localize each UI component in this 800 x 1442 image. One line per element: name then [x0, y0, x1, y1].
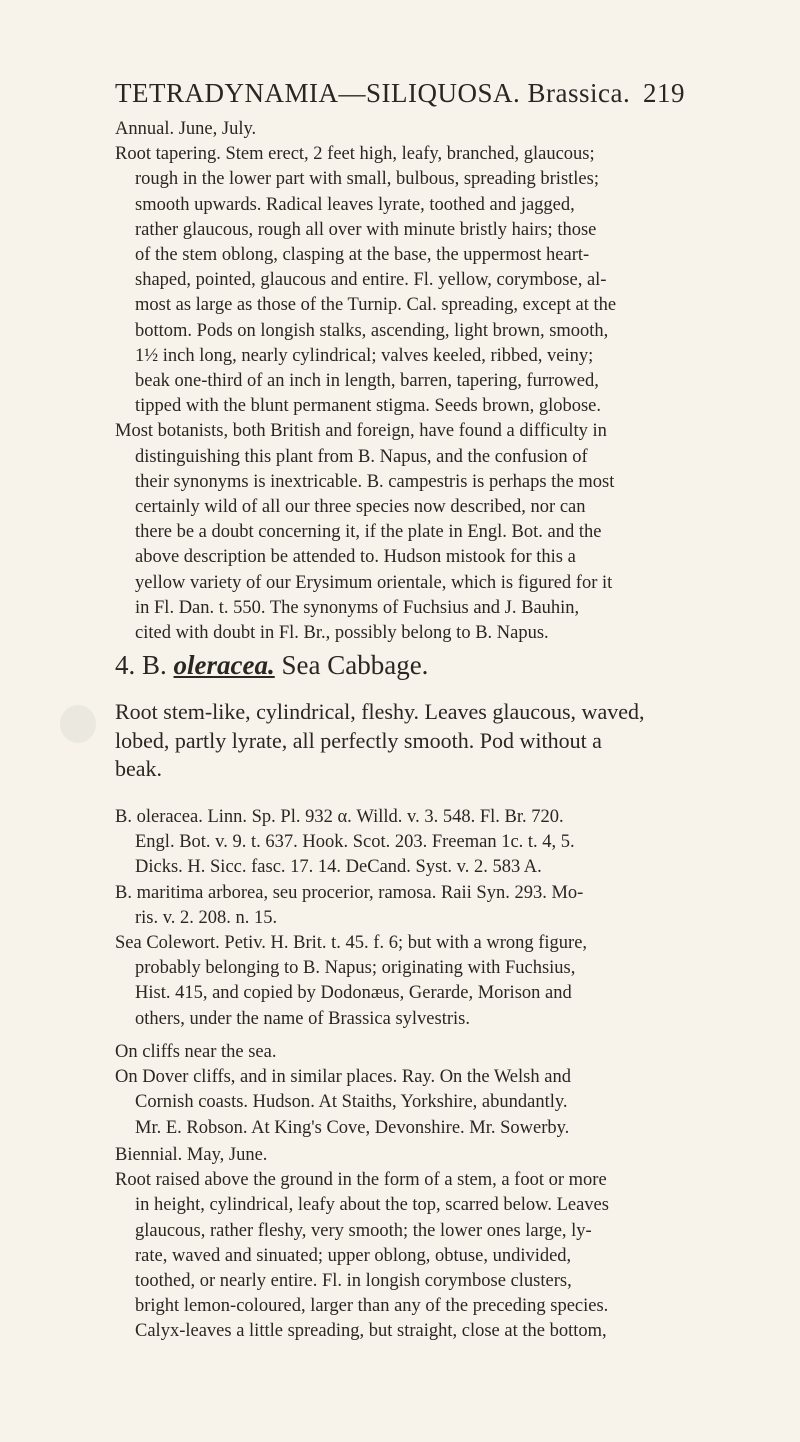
- habitat-block: [115, 1040, 685, 1141]
- diagnosis-line: lobed, partly lyrate, all perfectly smooth. Pod without a: [115, 727, 602, 753]
- habitat-line: Cornish coasts. Hudson. At Staiths, Yorkshire, abundantly.: [135, 1092, 568, 1113]
- description-line: Root raised above the ground in the form of a stem, a foot or more: [115, 1170, 607, 1191]
- campestris-description: [115, 117, 685, 646]
- synonym-line: others, under the name of Brassica sylvestris.: [135, 1008, 470, 1029]
- synonym-line: B. maritima arborea, seu procerior, ramosa. Raii Syn. 293. Mo-: [115, 882, 584, 903]
- text-line: there be a doubt concerning it, if the plate in Engl. Bot. and the: [135, 522, 602, 543]
- text-line: shaped, pointed, glaucous and entire. Fl. yellow, corymbose, al-: [135, 270, 607, 291]
- running-header: [115, 78, 685, 109]
- page-number: 219: [643, 78, 685, 108]
- description-line: toothed, or nearly entire. Fl. in longish corymbose clusters,: [135, 1271, 572, 1292]
- synonym-line: B. oleracea. Linn. Sp. Pl. 932 α. Willd. v. 3. 548. Fl. Br. 720.: [115, 807, 564, 827]
- synonym-line: probably belonging to B. Napus; originating with Fuchsius,: [135, 958, 576, 979]
- synonym-line: Dicks. H. Sicc. fasc. 17. 14. DeCand. Syst. v. 2. 583 A.: [135, 857, 542, 878]
- diagnosis-line: Root stem-like, cylindrical, fleshy. Leaves glaucous, waved,: [115, 699, 645, 724]
- text-line: of the stem oblong, clasping at the base, the uppermost heart-: [135, 245, 590, 266]
- habitat-line: Mr. E. Robson. At King's Cove, Devonshire. Mr. Sowerby.: [135, 1117, 570, 1138]
- text-line: Most botanists, both British and foreign, have found a difficulty in: [115, 421, 607, 442]
- species-common-name: Sea Cabbage.: [281, 650, 429, 680]
- text-line: rather glaucous, rough all over with minute bristly hairs; those: [135, 219, 597, 240]
- synonym-line: Sea Colewort. Petiv. H. Brit. t. 45. f. 6; but with a wrong figure,: [115, 933, 588, 954]
- species-heading: [115, 650, 685, 681]
- text-line: most as large as those of the Turnip. Cal. spreading, except at the: [135, 295, 617, 316]
- text-line: distinguishing this plant from B. Napus, and the confusion of: [135, 446, 588, 467]
- description-line: bright lemon-coloured, larger than any of the preceding species.: [135, 1296, 609, 1317]
- paper-stain: [60, 705, 96, 743]
- text-line: in Fl. Dan. t. 550. The synonyms of Fuchsius and J. Bauhin,: [135, 597, 580, 618]
- text-line: certainly wild of all our three species now described, nor can: [135, 497, 586, 518]
- text-line: smooth upwards. Radical leaves lyrate, toothed and jagged,: [135, 194, 575, 215]
- species-number: 4. B.: [115, 650, 167, 680]
- species-diagnosis: [115, 698, 685, 784]
- description-line: rate, waved and sinuated; upper oblong, obtuse, undivided,: [135, 1245, 572, 1266]
- text-line: Annual. June, July.: [115, 119, 257, 139]
- synonym-line: ris. v. 2. 208. n. 15.: [135, 907, 278, 928]
- text-line: Root tapering. Stem erect, 2 feet high, leafy, branched, glaucous;: [115, 144, 595, 165]
- text-line: yellow variety of our Erysimum orientale, which is figured for it: [135, 572, 613, 593]
- text-line: tipped with the blunt permanent stigma. Seeds brown, globose.: [135, 396, 602, 417]
- description-line: Biennial. May, June.: [115, 1145, 268, 1165]
- description-line: Calyx-leaves a little spreading, but straight, close at the bottom,: [135, 1321, 607, 1342]
- habitat-line: On cliffs near the sea.: [115, 1042, 277, 1062]
- synonym-line: Hist. 415, and copied by Dodonæus, Gerarde, Morison and: [135, 983, 572, 1004]
- text-line: 1½ inch long, nearly cylindrical; valves keeled, ribbed, veiny;: [135, 345, 594, 366]
- synonyms-block: [115, 805, 685, 1032]
- habitat-line: On Dover cliffs, and in similar places. Ray. On the Welsh and: [115, 1067, 571, 1088]
- diagnosis-line: beak.: [115, 756, 163, 781]
- description-line: in height, cylindrical, leafy about the top, scarred below. Leaves: [135, 1195, 609, 1216]
- oleracea-description: [115, 1143, 685, 1345]
- text-line: cited with doubt in Fl. Br., possibly belong to B. Napus.: [135, 623, 549, 644]
- text-line: beak one-third of an inch in length, barren, tapering, furrowed,: [135, 371, 599, 392]
- synonym-line: Engl. Bot. v. 9. t. 637. Hook. Scot. 203. Freeman 1c. t. 4, 5.: [135, 832, 575, 853]
- text-line: bottom. Pods on longish stalks, ascending, light brown, smooth,: [135, 320, 609, 341]
- species-latin-name: oleracea.: [173, 650, 275, 680]
- text-line: above description be attended to. Hudson mistook for this a: [135, 547, 576, 568]
- text-line: their synonyms is inextricable. B. campestris is perhaps the most: [135, 471, 615, 492]
- text-line: rough in the lower part with small, bulbous, spreading bristles;: [135, 169, 599, 190]
- description-line: glaucous, rather fleshy, very smooth; the lower ones large, ly-: [135, 1220, 592, 1241]
- header-title: TETRADYNAMIA—SILIQUOSA. Brassica.: [115, 78, 631, 108]
